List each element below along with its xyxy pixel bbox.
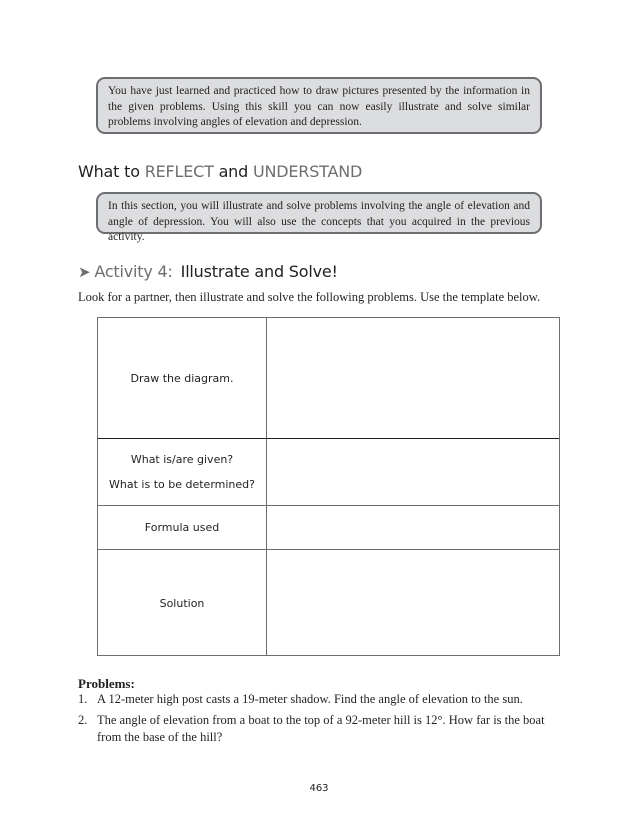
template-label-text: Formula used (144, 521, 220, 534)
template-label-text: What is/are given? (130, 453, 234, 466)
arrow-icon: ➤ (78, 262, 91, 281)
template-label-text: Draw the diagram. (130, 371, 234, 385)
section-reflect: REFLECT (144, 162, 214, 181)
activity-heading (78, 262, 338, 281)
page-number: 463 (309, 783, 329, 794)
template-label-diagram (98, 318, 267, 438)
section-note-box (96, 192, 542, 243)
template-label-text: Solution (159, 596, 205, 610)
template-table (97, 317, 560, 656)
template-label-text: What is to be determined? (109, 478, 255, 491)
section-understand: UNDERSTAND (252, 162, 363, 181)
section-prefix: What to (78, 162, 145, 181)
problem-item (78, 712, 558, 746)
template-row-solution (98, 550, 559, 656)
problem-text: The angle of elevation from a boat to the top of a 92-meter hill is 12°. How far is the boat from the base of the hill? (97, 713, 545, 744)
intro-note-text: You have just learned and practiced how to draw pictures presented by the information in the given problems. Using this skill you can now easily illustrate and solve similar problems involving angles of elevation and depression. (108, 85, 530, 128)
activity-label: Activity 4: (94, 262, 173, 281)
problems-heading: Problems: (78, 676, 135, 691)
problem-number: 2. (78, 713, 88, 727)
template-row-formula (98, 506, 559, 550)
problem-number: 1. (78, 692, 88, 706)
intro-note-box (96, 77, 542, 134)
template-row-given (98, 439, 559, 506)
instructions: Look for a partner, then illustrate and solve the following problems. Use the template below. (78, 290, 541, 304)
template-label-solution (98, 550, 267, 656)
section-note-text: In this section, you will illustrate and solve problems involving the angle of elevation and angle of depression. You will also use the concepts that you acquired in the previous activity. (108, 200, 530, 243)
template-row-diagram (98, 318, 559, 439)
section-and: and (213, 162, 253, 181)
section-heading (78, 162, 362, 181)
problem-item (78, 691, 558, 708)
activity-title: Illustrate and Solve! (180, 262, 338, 281)
template-label-given (98, 439, 267, 505)
problem-text: A 12-meter high post casts a 19-meter shadow. Find the angle of elevation to the sun. (97, 692, 523, 706)
template-label-formula (98, 506, 267, 549)
